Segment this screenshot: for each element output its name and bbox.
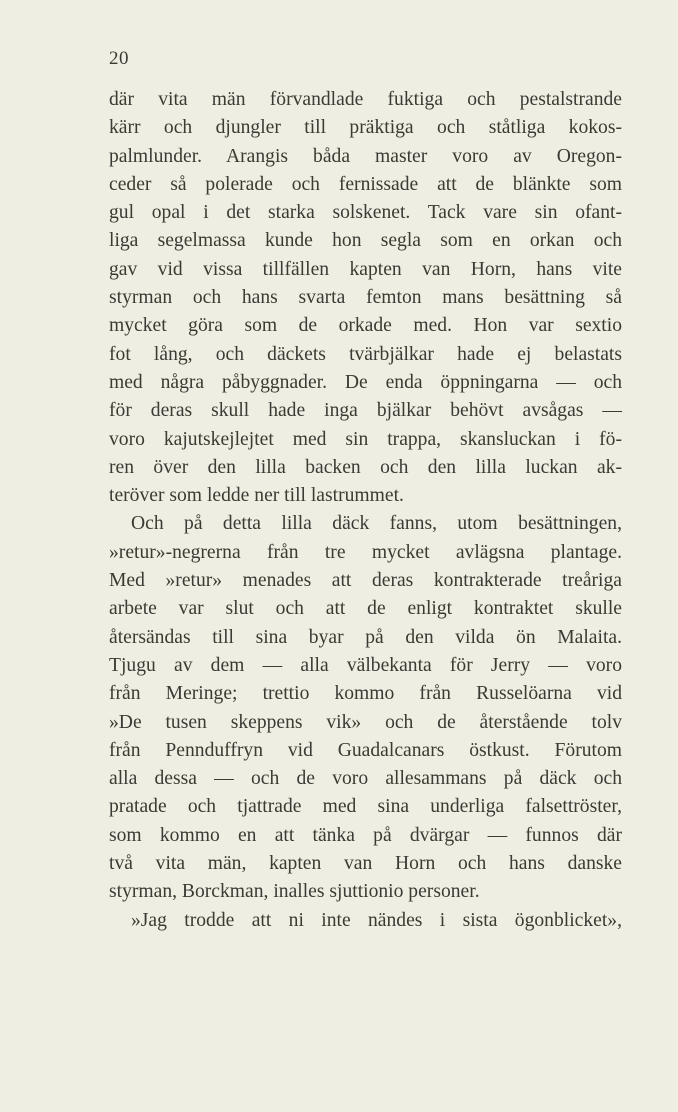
text-line: kärr och djungler till präktiga och ståtliga kokos-: [109, 117, 622, 139]
text-line: där vita män förvandlade fuktiga och pestalstrande: [109, 89, 622, 110]
text-line: palmlunder. Arangis båda master voro av Oregon-: [109, 145, 622, 167]
text-line: från Pennduffryn vid Guadalcanars östkust. Förutom: [109, 739, 622, 761]
text-line: arbete var slut och att de enligt kontraktet skulle: [109, 598, 622, 620]
body-text: [109, 86, 622, 935]
text-line: gul opal i det starka solskenet. Tack vare sin ofant-: [109, 202, 622, 224]
text-line: fot lång, och däckets tvärbjälkar hade ej belastats: [109, 343, 622, 365]
text-line: alla dessa — och de voro allesammans på däck och: [109, 768, 622, 790]
text-line: styrman, Borckman, inalles sjuttionio personer.: [109, 881, 480, 903]
text-line: mycket göra som de orkade med. Hon var sextio: [109, 315, 622, 337]
text-line: med några påbyggnader. De enda öppningarna — och: [109, 371, 622, 393]
text-line: Och på detta lilla däck fanns, utom besättningen,: [131, 513, 622, 535]
text-line: Med »retur» menades att deras kontrakterade treåriga: [109, 570, 622, 592]
text-line: Tjugu av dem — alla välbekanta för Jerry — voro: [109, 654, 622, 676]
text-line: liga segelmassa kunde hon segla som en orkan och: [109, 230, 622, 252]
page-number: 20: [109, 48, 129, 69]
text-line: två vita män, kapten van Horn och hans danske: [109, 853, 622, 875]
text-line: från Meringe; trettio kommo från Russelöarna vid: [109, 683, 622, 705]
text-line: styrman och hans svarta femton mans besättning så: [109, 287, 622, 309]
text-line: som kommo en att tänka på dvärgar — funnos där: [109, 824, 622, 846]
text-line: »retur»-negrerna från tre mycket avlägsna plantage.: [109, 541, 622, 563]
text-line: »De tusen skeppens vik» och de återstående tolv: [109, 711, 622, 733]
text-line: pratade och tjattrade med sina underliga falsettröster,: [109, 796, 622, 818]
text-line: återsändas till sina byar på den vilda ön Malaita.: [109, 626, 622, 648]
text-line: teröver som ledde ner till lastrummet.: [109, 485, 404, 507]
text-line: gav vid vissa tillfällen kapten van Horn, hans vite: [109, 258, 622, 280]
text-line: ceder så polerade och fernissade att de blänkte som: [109, 173, 622, 195]
text-line: voro kajutskejlejtet med sin trappa, skansluckan i fö-: [109, 428, 622, 450]
text-line: ren över den lilla backen och den lilla luckan ak-: [109, 456, 622, 478]
text-line: »Jag trodde att ni inte nändes i sista ögonblicket»,: [131, 909, 622, 931]
text-line: för deras skull hade inga bjälkar behövt avsågas —: [109, 400, 622, 422]
